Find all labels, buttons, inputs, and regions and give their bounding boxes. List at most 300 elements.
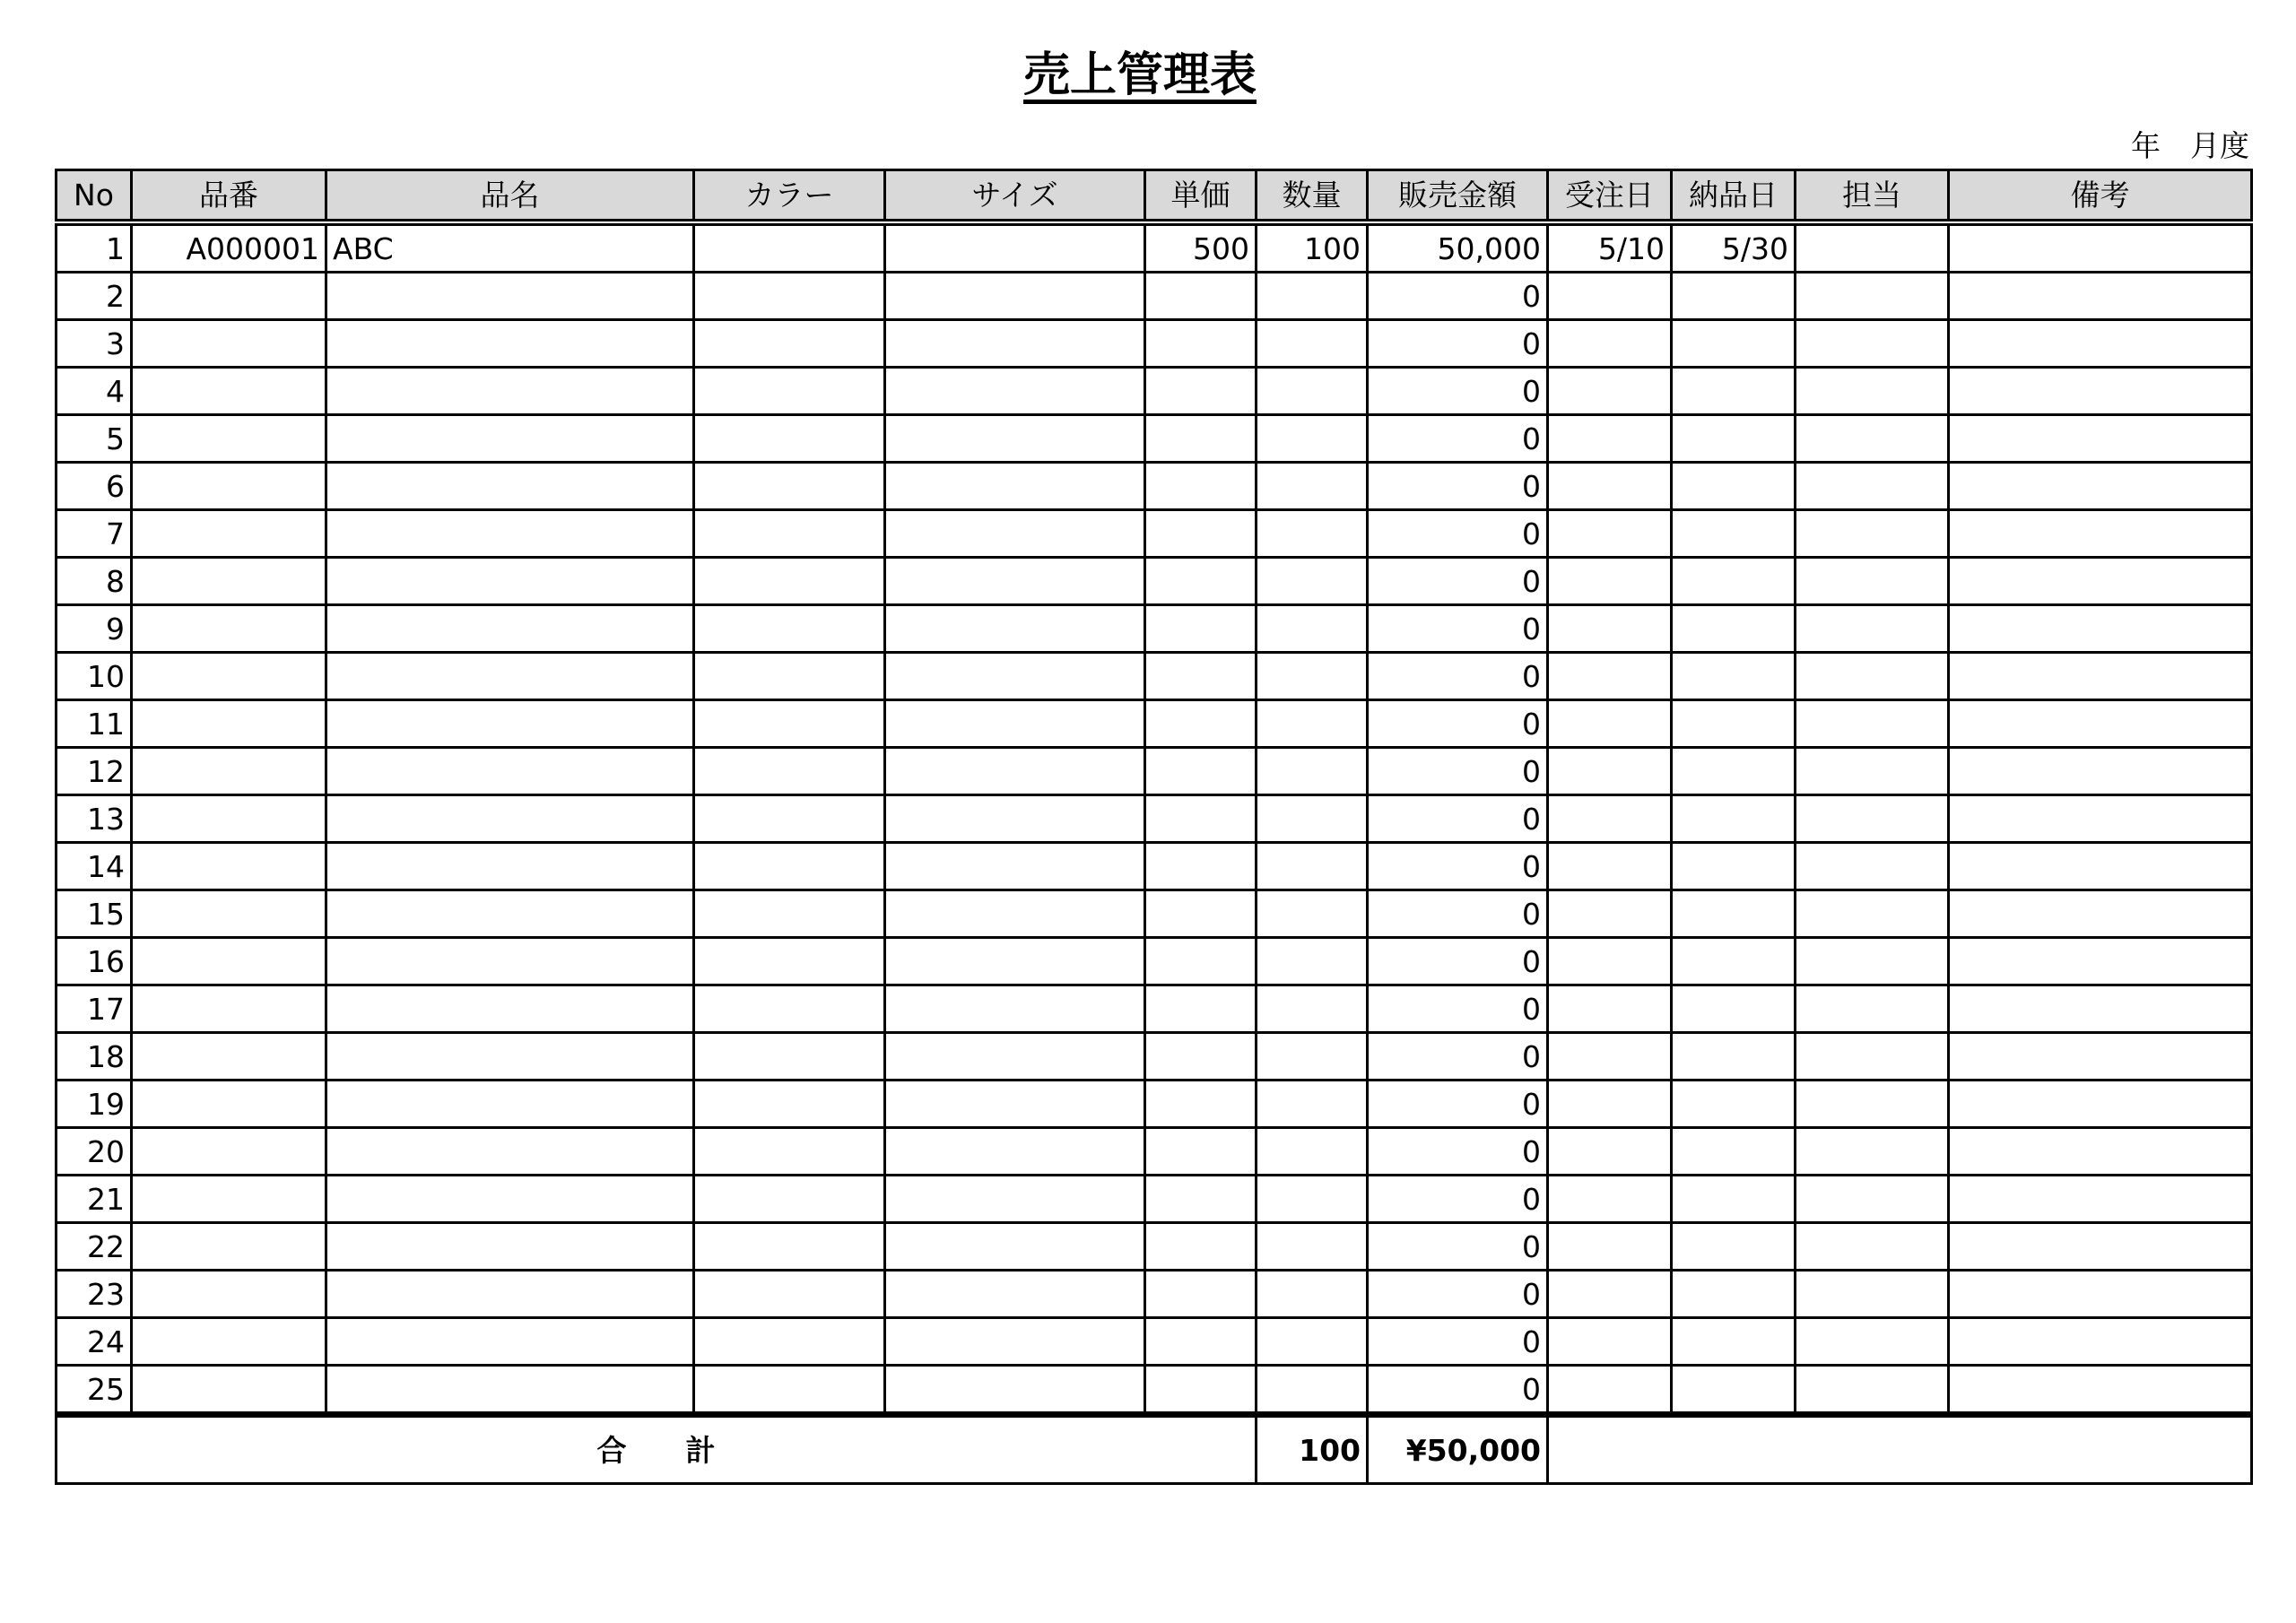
cell-amount: 0 xyxy=(1368,273,1548,320)
cell-staff[interactable] xyxy=(1796,748,1949,795)
cell-code[interactable] xyxy=(132,1366,326,1415)
cell-size[interactable] xyxy=(885,222,1145,273)
cell-note[interactable] xyxy=(1949,320,2252,368)
cell-qty[interactable] xyxy=(1257,843,1368,890)
cell-unit-price[interactable] xyxy=(1145,463,1257,510)
cell-size[interactable] xyxy=(885,1318,1145,1366)
cell-qty[interactable] xyxy=(1257,653,1368,700)
cell-order-date[interactable] xyxy=(1548,320,1672,368)
cell-code[interactable] xyxy=(132,985,326,1033)
cell-code[interactable] xyxy=(132,1223,326,1271)
cell-delivery-date[interactable] xyxy=(1672,653,1796,700)
cell-size[interactable] xyxy=(885,843,1145,890)
header-code: 品番 xyxy=(132,170,326,223)
cell-delivery-date[interactable] xyxy=(1672,320,1796,368)
cell-name[interactable] xyxy=(326,985,694,1033)
cell-delivery-date[interactable] xyxy=(1672,273,1796,320)
cell-qty[interactable] xyxy=(1257,985,1368,1033)
table-row xyxy=(57,463,2252,510)
cell-qty[interactable] xyxy=(1257,1081,1368,1128)
cell-staff[interactable] xyxy=(1796,1223,1949,1271)
cell-code[interactable] xyxy=(132,510,326,558)
cell-delivery-date[interactable]: 5/30 xyxy=(1672,222,1796,273)
cell-note[interactable] xyxy=(1949,415,2252,463)
cell-delivery-date[interactable] xyxy=(1672,1033,1796,1081)
cell-staff[interactable] xyxy=(1796,273,1949,320)
cell-staff[interactable] xyxy=(1796,890,1949,938)
cell-delivery-date[interactable] xyxy=(1672,700,1796,748)
cell-no: 22 xyxy=(57,1223,132,1271)
cell-delivery-date[interactable] xyxy=(1672,368,1796,415)
cell-qty[interactable] xyxy=(1257,558,1368,605)
cell-unit-price[interactable] xyxy=(1145,273,1257,320)
cell-delivery-date[interactable] xyxy=(1672,415,1796,463)
cell-delivery-date[interactable] xyxy=(1672,463,1796,510)
cell-amount: 0 xyxy=(1368,843,1548,890)
cell-staff[interactable] xyxy=(1796,415,1949,463)
cell-size[interactable] xyxy=(885,890,1145,938)
cell-staff[interactable] xyxy=(1796,1176,1949,1223)
table-row xyxy=(57,558,2252,605)
cell-code[interactable] xyxy=(132,653,326,700)
cell-name[interactable] xyxy=(326,700,694,748)
cell-unit-price[interactable] xyxy=(1145,1366,1257,1415)
cell-no: 10 xyxy=(57,653,132,700)
cell-code[interactable] xyxy=(132,1033,326,1081)
cell-note[interactable] xyxy=(1949,1128,2252,1176)
cell-size[interactable] xyxy=(885,795,1145,843)
cell-qty[interactable] xyxy=(1257,795,1368,843)
cell-staff[interactable] xyxy=(1796,938,1949,985)
cell-delivery-date[interactable] xyxy=(1672,1223,1796,1271)
cell-delivery-date[interactable] xyxy=(1672,558,1796,605)
cell-amount: 0 xyxy=(1368,605,1548,653)
cell-delivery-date[interactable] xyxy=(1672,795,1796,843)
cell-name[interactable] xyxy=(326,1128,694,1176)
cell-unit-price[interactable] xyxy=(1145,1318,1257,1366)
cell-staff[interactable] xyxy=(1796,843,1949,890)
cell-note[interactable] xyxy=(1949,273,2252,320)
cell-amount: 0 xyxy=(1368,1128,1548,1176)
cell-code[interactable] xyxy=(132,273,326,320)
cell-order-date[interactable] xyxy=(1548,1033,1672,1081)
cell-size[interactable] xyxy=(885,510,1145,558)
cell-delivery-date[interactable] xyxy=(1672,985,1796,1033)
cell-note[interactable] xyxy=(1949,890,2252,938)
table-row xyxy=(57,985,2252,1033)
cell-unit-price[interactable] xyxy=(1145,985,1257,1033)
cell-amount: 0 xyxy=(1368,985,1548,1033)
cell-staff[interactable] xyxy=(1796,605,1949,653)
cell-code[interactable] xyxy=(132,1176,326,1223)
cell-order-date[interactable] xyxy=(1548,700,1672,748)
table-row xyxy=(57,653,2252,700)
cell-no: 3 xyxy=(57,320,132,368)
cell-staff[interactable] xyxy=(1796,1318,1949,1366)
cell-amount: 0 xyxy=(1368,415,1548,463)
table-footer xyxy=(57,1415,2252,1484)
table-row xyxy=(57,890,2252,938)
header-no: No xyxy=(57,170,132,223)
cell-order-date[interactable] xyxy=(1548,938,1672,985)
table-row xyxy=(57,368,2252,415)
cell-code[interactable] xyxy=(132,890,326,938)
cell-size[interactable] xyxy=(885,748,1145,795)
cell-no: 12 xyxy=(57,748,132,795)
cell-staff[interactable] xyxy=(1796,558,1949,605)
cell-color[interactable] xyxy=(694,938,885,985)
cell-unit-price[interactable] xyxy=(1145,1271,1257,1318)
cell-size[interactable] xyxy=(885,368,1145,415)
cell-amount: 0 xyxy=(1368,463,1548,510)
cell-size[interactable] xyxy=(885,273,1145,320)
cell-color[interactable] xyxy=(694,1366,885,1415)
cell-no: 9 xyxy=(57,605,132,653)
cell-size[interactable] xyxy=(885,320,1145,368)
cell-color[interactable] xyxy=(694,605,885,653)
cell-size[interactable] xyxy=(885,415,1145,463)
cell-note[interactable] xyxy=(1949,1223,2252,1271)
cell-delivery-date[interactable] xyxy=(1672,1318,1796,1366)
cell-staff[interactable] xyxy=(1796,463,1949,510)
cell-staff[interactable] xyxy=(1796,1128,1949,1176)
cell-note[interactable] xyxy=(1949,938,2252,985)
cell-qty[interactable] xyxy=(1257,1033,1368,1081)
cell-color[interactable] xyxy=(694,273,885,320)
cell-staff[interactable] xyxy=(1796,368,1949,415)
cell-unit-price[interactable] xyxy=(1145,700,1257,748)
cell-qty[interactable] xyxy=(1257,273,1368,320)
cell-order-date[interactable] xyxy=(1548,1271,1672,1318)
cell-unit-price[interactable] xyxy=(1145,653,1257,700)
cell-amount: 0 xyxy=(1368,938,1548,985)
cell-qty[interactable] xyxy=(1257,1366,1368,1415)
cell-unit-price[interactable] xyxy=(1145,510,1257,558)
cell-color[interactable] xyxy=(694,1223,885,1271)
cell-amount: 0 xyxy=(1368,1318,1548,1366)
cell-color[interactable] xyxy=(694,795,885,843)
cell-note[interactable] xyxy=(1949,1176,2252,1223)
cell-code[interactable] xyxy=(132,1128,326,1176)
cell-name[interactable] xyxy=(326,510,694,558)
cell-code[interactable]: A000001 xyxy=(132,222,326,273)
cell-staff[interactable] xyxy=(1796,1271,1949,1318)
cell-staff[interactable] xyxy=(1796,320,1949,368)
cell-code[interactable] xyxy=(132,1081,326,1128)
cell-qty[interactable] xyxy=(1257,605,1368,653)
cell-unit-price[interactable] xyxy=(1145,748,1257,795)
cell-size[interactable] xyxy=(885,700,1145,748)
cell-size[interactable] xyxy=(885,1366,1145,1415)
header-order-date: 受注日 xyxy=(1548,170,1672,223)
cell-qty[interactable]: 100 xyxy=(1257,222,1368,273)
cell-order-date[interactable] xyxy=(1548,1081,1672,1128)
cell-order-date[interactable] xyxy=(1548,273,1672,320)
cell-amount: 0 xyxy=(1368,1366,1548,1415)
cell-name[interactable] xyxy=(326,1033,694,1081)
header-delivery-date: 納品日 xyxy=(1672,170,1796,223)
cell-code[interactable] xyxy=(132,1271,326,1318)
cell-size[interactable] xyxy=(885,1176,1145,1223)
cell-color[interactable] xyxy=(694,1176,885,1223)
cell-unit-price[interactable] xyxy=(1145,938,1257,985)
cell-code[interactable] xyxy=(132,558,326,605)
cell-name[interactable] xyxy=(326,1271,694,1318)
cell-qty[interactable] xyxy=(1257,1271,1368,1318)
cell-unit-price[interactable] xyxy=(1145,795,1257,843)
cell-delivery-date[interactable] xyxy=(1672,510,1796,558)
cell-staff[interactable] xyxy=(1796,653,1949,700)
cell-size[interactable] xyxy=(885,653,1145,700)
table-row xyxy=(57,415,2252,463)
cell-unit-price[interactable] xyxy=(1145,415,1257,463)
cell-unit-price[interactable] xyxy=(1145,843,1257,890)
cell-unit-price[interactable] xyxy=(1145,1081,1257,1128)
table-row xyxy=(57,795,2252,843)
cell-qty[interactable] xyxy=(1257,700,1368,748)
cell-amount: 50,000 xyxy=(1368,222,1548,273)
cell-size[interactable] xyxy=(885,938,1145,985)
cell-note[interactable] xyxy=(1949,1033,2252,1081)
cell-note[interactable] xyxy=(1949,222,2252,273)
cell-note[interactable] xyxy=(1949,510,2252,558)
cell-color[interactable] xyxy=(694,510,885,558)
cell-name[interactable] xyxy=(326,463,694,510)
cell-color[interactable] xyxy=(694,368,885,415)
cell-color[interactable] xyxy=(694,985,885,1033)
cell-name[interactable] xyxy=(326,320,694,368)
cell-color[interactable] xyxy=(694,558,885,605)
header-unit-price: 単価 xyxy=(1145,170,1257,223)
cell-amount: 0 xyxy=(1368,890,1548,938)
cell-color[interactable] xyxy=(694,1318,885,1366)
cell-color[interactable] xyxy=(694,1271,885,1318)
cell-size[interactable] xyxy=(885,1128,1145,1176)
cell-size[interactable] xyxy=(885,558,1145,605)
cell-color[interactable] xyxy=(694,1033,885,1081)
cell-delivery-date[interactable] xyxy=(1672,1176,1796,1223)
sales-table xyxy=(55,169,2253,1485)
cell-staff[interactable] xyxy=(1796,1033,1949,1081)
cell-order-date[interactable] xyxy=(1548,368,1672,415)
cell-note[interactable] xyxy=(1949,463,2252,510)
cell-size[interactable] xyxy=(885,1081,1145,1128)
cell-note[interactable] xyxy=(1949,1366,2252,1415)
cell-size[interactable] xyxy=(885,1033,1145,1081)
cell-note[interactable] xyxy=(1949,1271,2252,1318)
cell-code[interactable] xyxy=(132,320,326,368)
cell-code[interactable] xyxy=(132,843,326,890)
cell-color[interactable] xyxy=(694,890,885,938)
cell-color[interactable] xyxy=(694,1081,885,1128)
cell-order-date[interactable] xyxy=(1548,985,1672,1033)
cell-delivery-date[interactable] xyxy=(1672,605,1796,653)
cell-note[interactable] xyxy=(1949,368,2252,415)
cell-size[interactable] xyxy=(885,1271,1145,1318)
cell-amount: 0 xyxy=(1368,368,1548,415)
cell-note[interactable] xyxy=(1949,1081,2252,1128)
cell-name[interactable] xyxy=(326,843,694,890)
cell-order-date[interactable] xyxy=(1548,415,1672,463)
cell-qty[interactable] xyxy=(1257,463,1368,510)
cell-color[interactable] xyxy=(694,748,885,795)
cell-note[interactable] xyxy=(1949,558,2252,605)
cell-color[interactable] xyxy=(694,653,885,700)
cell-delivery-date[interactable] xyxy=(1672,1081,1796,1128)
cell-order-date[interactable] xyxy=(1548,605,1672,653)
cell-no: 24 xyxy=(57,1318,132,1366)
cell-staff[interactable] xyxy=(1796,985,1949,1033)
cell-code[interactable] xyxy=(132,368,326,415)
cell-unit-price[interactable] xyxy=(1145,368,1257,415)
cell-name[interactable] xyxy=(326,1081,694,1128)
cell-no: 25 xyxy=(57,1366,132,1415)
cell-unit-price[interactable]: 500 xyxy=(1145,222,1257,273)
cell-note[interactable] xyxy=(1949,748,2252,795)
cell-name[interactable] xyxy=(326,1176,694,1223)
cell-delivery-date[interactable] xyxy=(1672,843,1796,890)
cell-unit-price[interactable] xyxy=(1145,320,1257,368)
cell-staff[interactable] xyxy=(1796,795,1949,843)
cell-name[interactable] xyxy=(326,605,694,653)
cell-color[interactable] xyxy=(694,843,885,890)
cell-code[interactable] xyxy=(132,463,326,510)
cell-no: 5 xyxy=(57,415,132,463)
cell-order-date[interactable] xyxy=(1548,795,1672,843)
cell-qty[interactable] xyxy=(1257,748,1368,795)
cell-qty[interactable] xyxy=(1257,1176,1368,1223)
cell-name[interactable] xyxy=(326,938,694,985)
cell-name[interactable] xyxy=(326,748,694,795)
table-row xyxy=(57,1271,2252,1318)
cell-no: 16 xyxy=(57,938,132,985)
cell-qty[interactable] xyxy=(1257,510,1368,558)
cell-order-date[interactable] xyxy=(1548,463,1672,510)
cell-order-date[interactable]: 5/10 xyxy=(1548,222,1672,273)
cell-delivery-date[interactable] xyxy=(1672,938,1796,985)
cell-order-date[interactable] xyxy=(1548,558,1672,605)
cell-code[interactable] xyxy=(132,415,326,463)
cell-color[interactable] xyxy=(694,415,885,463)
cell-code[interactable] xyxy=(132,795,326,843)
cell-code[interactable] xyxy=(132,700,326,748)
cell-order-date[interactable] xyxy=(1548,890,1672,938)
cell-unit-price[interactable] xyxy=(1145,890,1257,938)
cell-staff[interactable] xyxy=(1796,510,1949,558)
cell-qty[interactable] xyxy=(1257,415,1368,463)
cell-unit-price[interactable] xyxy=(1145,1033,1257,1081)
header-color: カラー xyxy=(694,170,885,223)
table-row xyxy=(57,1223,2252,1271)
cell-staff[interactable] xyxy=(1796,1366,1949,1415)
cell-size[interactable] xyxy=(885,463,1145,510)
cell-name[interactable] xyxy=(326,795,694,843)
cell-delivery-date[interactable] xyxy=(1672,1271,1796,1318)
cell-size[interactable] xyxy=(885,985,1145,1033)
cell-amount: 0 xyxy=(1368,510,1548,558)
cell-name[interactable] xyxy=(326,558,694,605)
cell-delivery-date[interactable] xyxy=(1672,1366,1796,1415)
cell-delivery-date[interactable] xyxy=(1672,748,1796,795)
table-row xyxy=(57,1366,2252,1415)
cell-qty[interactable] xyxy=(1257,368,1368,415)
cell-note[interactable] xyxy=(1949,795,2252,843)
cell-no: 11 xyxy=(57,700,132,748)
cell-staff[interactable] xyxy=(1796,222,1949,273)
cell-no: 19 xyxy=(57,1081,132,1128)
cell-order-date[interactable] xyxy=(1548,653,1672,700)
cell-code[interactable] xyxy=(132,605,326,653)
cell-staff[interactable] xyxy=(1796,1081,1949,1128)
cell-order-date[interactable] xyxy=(1548,1318,1672,1366)
cell-qty[interactable] xyxy=(1257,938,1368,985)
cell-name[interactable] xyxy=(326,890,694,938)
cell-color[interactable] xyxy=(694,320,885,368)
cell-amount: 0 xyxy=(1368,1271,1548,1318)
cell-unit-price[interactable] xyxy=(1145,1128,1257,1176)
cell-delivery-date[interactable] xyxy=(1672,1128,1796,1176)
cell-name[interactable] xyxy=(326,415,694,463)
cell-no: 1 xyxy=(57,222,132,273)
cell-name[interactable] xyxy=(326,653,694,700)
cell-order-date[interactable] xyxy=(1548,748,1672,795)
cell-delivery-date[interactable] xyxy=(1672,890,1796,938)
cell-staff[interactable] xyxy=(1796,700,1949,748)
cell-name[interactable] xyxy=(326,1318,694,1366)
cell-unit-price[interactable] xyxy=(1145,605,1257,653)
cell-order-date[interactable] xyxy=(1548,1128,1672,1176)
cell-no: 4 xyxy=(57,368,132,415)
cell-qty[interactable] xyxy=(1257,1128,1368,1176)
cell-qty[interactable] xyxy=(1257,1318,1368,1366)
cell-code[interactable] xyxy=(132,1318,326,1366)
cell-note[interactable] xyxy=(1949,653,2252,700)
cell-code[interactable] xyxy=(132,938,326,985)
cell-note[interactable] xyxy=(1949,843,2252,890)
cell-order-date[interactable] xyxy=(1548,843,1672,890)
cell-note[interactable] xyxy=(1949,985,2252,1033)
cell-color[interactable] xyxy=(694,1128,885,1176)
table-row xyxy=(57,222,2252,273)
cell-name[interactable] xyxy=(326,368,694,415)
cell-unit-price[interactable] xyxy=(1145,1176,1257,1223)
cell-order-date[interactable] xyxy=(1548,1223,1672,1271)
cell-unit-price[interactable] xyxy=(1145,1223,1257,1271)
cell-size[interactable] xyxy=(885,605,1145,653)
cell-color[interactable] xyxy=(694,463,885,510)
cell-code[interactable] xyxy=(132,748,326,795)
cell-name[interactable] xyxy=(326,1366,694,1415)
cell-name[interactable] xyxy=(326,1223,694,1271)
cell-qty[interactable] xyxy=(1257,320,1368,368)
cell-name[interactable]: ABC xyxy=(326,222,694,273)
cell-order-date[interactable] xyxy=(1548,1176,1672,1223)
cell-order-date[interactable] xyxy=(1548,1366,1672,1415)
cell-qty[interactable] xyxy=(1257,890,1368,938)
cell-size[interactable] xyxy=(885,1223,1145,1271)
header-qty: 数量 xyxy=(1257,170,1368,223)
cell-no: 23 xyxy=(57,1271,132,1318)
cell-qty[interactable] xyxy=(1257,1223,1368,1271)
cell-unit-price[interactable] xyxy=(1145,558,1257,605)
cell-color[interactable] xyxy=(694,700,885,748)
cell-order-date[interactable] xyxy=(1548,510,1672,558)
cell-color[interactable] xyxy=(694,222,885,273)
cell-note[interactable] xyxy=(1949,1318,2252,1366)
cell-note[interactable] xyxy=(1949,605,2252,653)
cell-name[interactable] xyxy=(326,273,694,320)
cell-note[interactable] xyxy=(1949,700,2252,748)
